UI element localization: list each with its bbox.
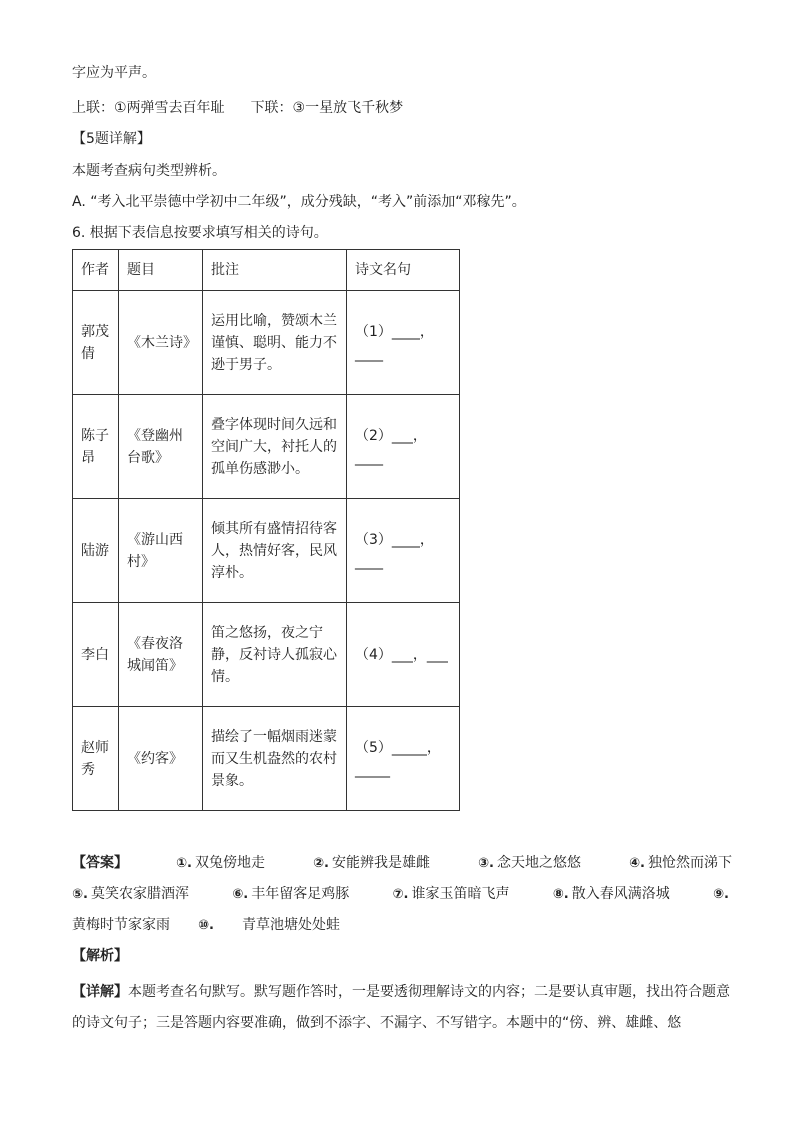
detail-5-heading: 【5题详解】 xyxy=(72,131,151,147)
table-row xyxy=(73,603,460,707)
answer-item: ⑤. 莫笑农家腊酒浑 xyxy=(72,886,189,902)
table-header-row xyxy=(73,250,460,291)
topic-5-text: 本题考查病句类型辨析。 xyxy=(72,163,226,179)
cell-author: 陆游 xyxy=(73,499,119,603)
cell-verse-blank: （4）___，___ xyxy=(347,603,460,707)
cell-verse-blank: （1）____，____ xyxy=(347,291,460,395)
cell-note: 笛之悠扬，夜之宁静，反衬诗人孤寂心情。 xyxy=(203,603,347,707)
cell-author: 陈子昂 xyxy=(73,395,119,499)
question-6-text: 6. 根据下表信息按要求填写相关的诗句。 xyxy=(72,225,328,241)
answer-item-text: 黄梅时节家家雨 xyxy=(72,917,170,933)
cell-note: 描绘了一幅烟雨迷蒙而又生机盎然的农村景象。 xyxy=(203,707,347,811)
cell-verse-blank: （3）____，____ xyxy=(347,499,460,603)
answer-item: ①. 双兔傍地走 xyxy=(176,855,265,871)
table-row xyxy=(73,707,460,811)
analysis-paragraph xyxy=(72,977,732,1039)
lower-couplet: 下联：③一星放飞千秋梦 xyxy=(250,100,404,116)
answers-row-3 xyxy=(72,910,732,941)
cell-author: 郭茂倩 xyxy=(73,291,119,395)
table-row xyxy=(73,291,460,395)
answer-item: ⑥. 丰年留客足鸡豚 xyxy=(232,886,350,902)
cell-author: 赵师秀 xyxy=(73,707,119,811)
cell-title: 《春夜洛城闻笛》 xyxy=(119,603,203,707)
cell-note: 运用比喻，赞颂木兰谨慎、聪明、能力不逊于男子。 xyxy=(203,291,347,395)
cell-note: 叠字体现时间久远和空间广大，衬托人的孤单伤感渺小。 xyxy=(203,395,347,499)
cell-verse-blank: （5）_____，_____ xyxy=(347,707,460,811)
answer-item: ⑨. xyxy=(713,887,729,902)
analysis-heading-row xyxy=(72,941,732,972)
header-note: 批注 xyxy=(203,250,347,291)
couplet-line xyxy=(72,98,403,118)
answer-item: ④. 独怆然而涕下 xyxy=(629,855,732,871)
cell-title: 《约客》 xyxy=(119,707,203,811)
cell-verse-blank: （2）___，____ xyxy=(347,395,460,499)
answer-item: ⑧. 散入春风满洛城 xyxy=(552,886,670,902)
header-verse: 诗文名句 xyxy=(347,250,460,291)
cell-author: 李白 xyxy=(73,603,119,707)
option-a-text: A. “考入北平崇德中学初中二年级”，成分残缺，“考入”前添加“邓稼先”。 xyxy=(72,194,526,210)
answer-item: ②. 安能辨我是雄雌 xyxy=(313,855,430,871)
cell-title: 《木兰诗》 xyxy=(119,291,203,395)
table-row xyxy=(73,395,460,499)
cell-note: 倾其所有盛情招待客人，热情好客，民风淳朴。 xyxy=(203,499,347,603)
table-row xyxy=(73,499,460,603)
poem-table xyxy=(72,249,460,811)
cell-title: 《登幽州台歌》 xyxy=(119,395,203,499)
answers-label: 【答案】 xyxy=(72,855,128,871)
analysis-label: 【解析】 xyxy=(72,948,128,964)
answer-item: ⑩. 青草池塘处处蛙 xyxy=(198,917,340,933)
upper-couplet: 上联：①两弹雪去百年耻 xyxy=(72,100,225,116)
answers-row-1 xyxy=(72,848,732,879)
answer-item: ③. 念天地之悠悠 xyxy=(478,855,581,871)
header-author: 作者 xyxy=(73,250,119,291)
analysis-text: 本题考查名句默写。默写题作答时，一是要透彻理解诗文的内容；二是要认真审题，找出符合题意的诗文句子；三是答题内容要准确，做到不添字、不漏字、不写错字。本题中的“傍、辨、雄雌、悠 xyxy=(72,984,730,1031)
answers-row-2 xyxy=(72,879,732,910)
intro-line: 字应为平声。 xyxy=(72,65,156,81)
detail-label: 【详解】 xyxy=(72,984,128,1000)
header-title: 题目 xyxy=(119,250,203,291)
cell-title: 《游山西村》 xyxy=(119,499,203,603)
answers-block xyxy=(72,848,732,972)
answer-item: ⑦. 谁家玉笛暗飞声 xyxy=(392,886,510,902)
